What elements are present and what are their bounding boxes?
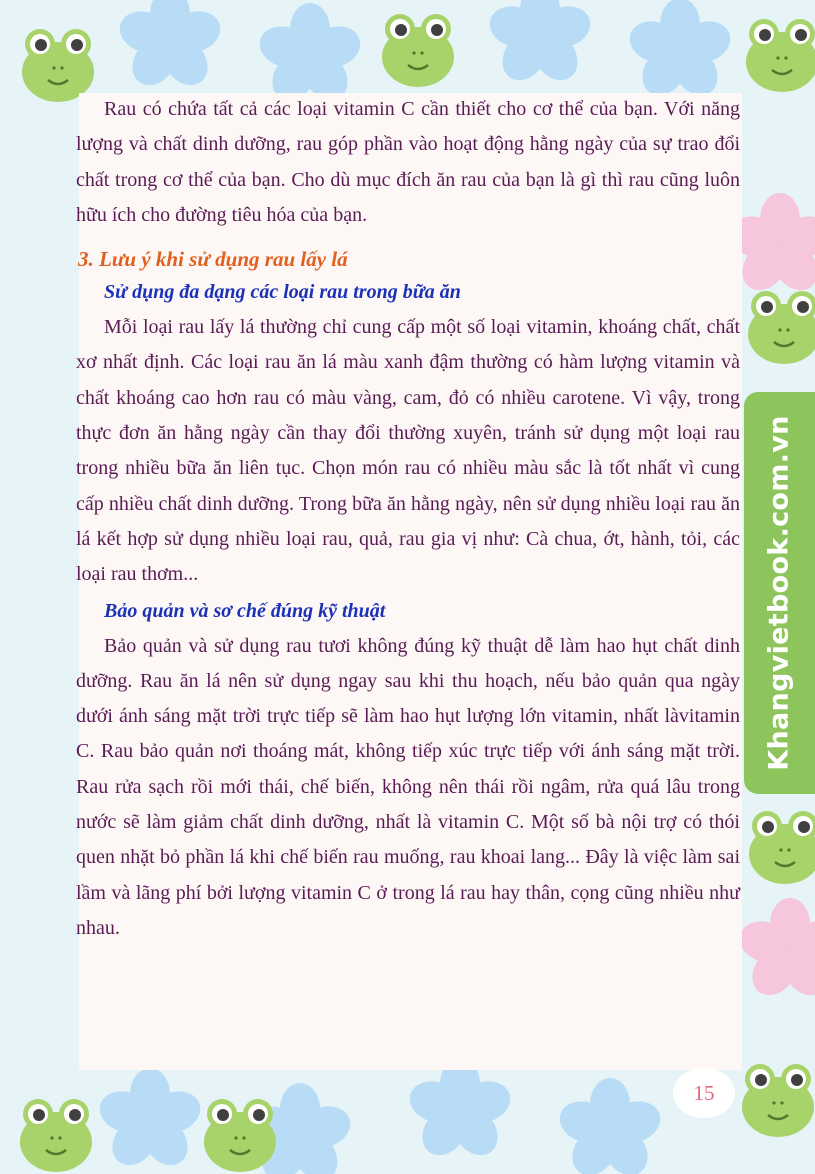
side-watermark-text: Khangvietbook.com.vn bbox=[763, 415, 795, 771]
subheading-variety: Sử dụng đa dạng các loại rau trong bữa ăn bbox=[104, 281, 461, 304]
paragraph-intro: Rau có chứa tất cả các loại vitamin C cần thiết cho cơ thể của bạn. Với năng lượng và chất dinh dưỡng, rau góp phần vào hoạt động hằng ngày của sự trao đổi chất trong cơ thể của bạn. Cho dù mục đích ăn rau của bạn là gì thì rau cũng luôn hữu ích cho đường tiêu hóa của bạn. bbox=[76, 98, 740, 226]
page-number: 15 bbox=[673, 1068, 735, 1118]
section-heading: 3. Lưu ý khi sử dụng rau lấy lá bbox=[78, 247, 348, 272]
subheading-storage: Bảo quản và sơ chế đúng kỹ thuật bbox=[104, 599, 386, 622]
paragraph-variety: Mỗi loại rau lấy lá thường chỉ cung cấp một số loại vitamin, khoáng chất, chất xơ nhất định. Các loại rau ăn lá màu xanh đậm thường có hàm lượng vitamin và chất khoáng cao hơn rau có màu vàng, cam, đỏ có nhiều carotene. Vì vậy, trong thực đơn ăn hằng ngày cần thay đổi thường xuyên, tránh sử dụng một loại rau trong nhiều bữa ăn liên tục. Chọn món rau có nhiều màu sắc là tốt nhất vì cung cấp nhiều chất dinh dưỡng. Trong bữa ăn hằng ngày, nên sử dụng nhiều loại rau ăn lá kết hợp sử dụng nhiều loại rau, quả, rau gia vị như: Cà chua, ớt, hành, tỏi, các loại rau thơm... bbox=[76, 316, 740, 586]
paragraph-storage: Bảo quản và sử dụng rau tươi không đúng kỹ thuật dễ làm hao hụt chất dinh dưỡng. Rau ăn lá nên sử dụng ngay sau khi thu hoạch, nếu bảo quản qua ngày dưới ánh sáng mặt trời trực tiếp sẽ làm hao hụt lượng lớn vitamin, nhất làvitamin C. Rau bảo quản nơi thoáng mát, không tiếp xúc trực tiếp với ánh sáng mặt trời. Rau rửa sạch rồi mới thái, chế biến, không nên thái rồi ngâm, rửa quá lâu trong nước sẽ làm giảm chất dinh dưỡng, nhất là vitamin C. Một số bà nội trợ có thói quen nhặt bỏ phần lá khi chế biến rau muống, rau khoai lang... Đây là việc làm sai lầm và lãng phí bởi lượng vitamin C ở trong lá rau hay thân, cọng cũng nhiều như nhau. bbox=[76, 634, 740, 939]
page-content bbox=[76, 92, 740, 946]
